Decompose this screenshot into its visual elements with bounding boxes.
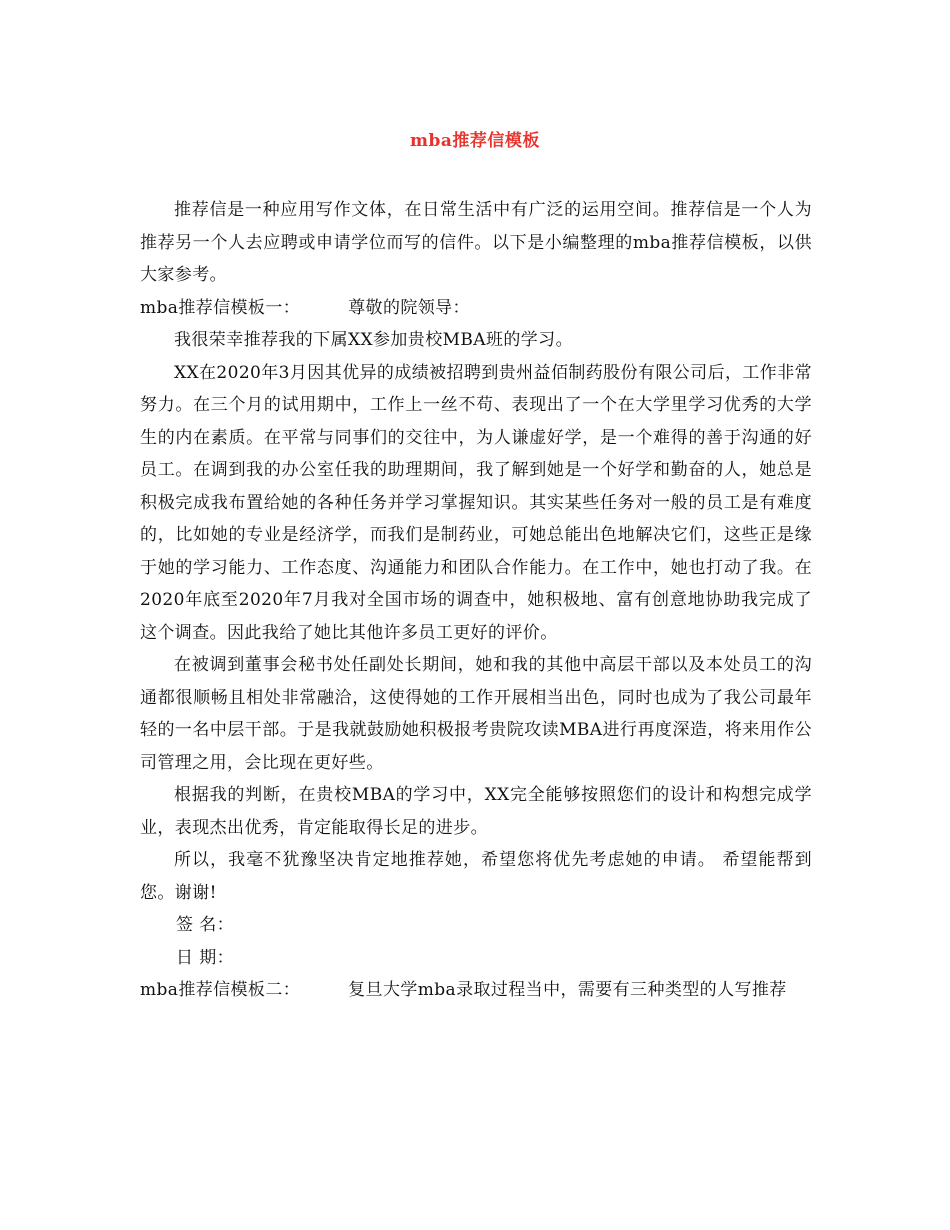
- intro-paragraph: 推荐信是一种应用写作文体，在日常生活中有广泛的运用空间。推荐信是一个人为推荐另一个人去应聘或申请学位而写的信件。以下是小编整理的mba推荐信模板，以供大家参考。: [140, 200, 812, 285]
- template1-paragraph-4: 根据我的判断，在贵校MBA的学习中，XX完全能够按照您们的设计和构想完成学业，表现杰出优秀，肯定能取得长足的进步。: [140, 785, 812, 838]
- template2-heading-line: [140, 974, 812, 1007]
- template1-salutation: 尊敬的院领导：: [348, 297, 470, 318]
- document-body: [140, 194, 812, 1007]
- signature-label: 签 名：: [176, 915, 235, 935]
- template2-heading: mba推荐信模板二：: [140, 980, 301, 1000]
- template1-paragraph-1: 我很荣幸推荐我的下属XX参加贵校MBA班的学习。: [174, 330, 573, 350]
- template1-paragraph-5: 所以，我毫不犹豫坚决肯定地推荐她，希望您将优先考虑她的申请。 希望能帮到您。谢谢!: [140, 850, 812, 903]
- template1-heading-line: [140, 292, 812, 325]
- document-title: mba推荐信模板: [410, 131, 540, 151]
- template2-text: 复旦大学mba录取过程当中，需要有三种类型的人写推荐: [348, 980, 787, 1000]
- template1-paragraph-3: 在被调到董事会秘书处任副处长期间，她和我的其他中高层干部以及本处员工的沟通都很顺畅且相处非常融洽，这使得她的工作开展相当出色，同时也成为了我公司最年轻的一名中层干部。于是我就鼓励她积极报考贵院攻读MBA进行再度深造，将来用作公司管理之用，会比现在更好些。: [140, 655, 812, 773]
- date-label: 日 期：: [176, 947, 235, 968]
- template1-heading: mba推荐信模板一：: [140, 297, 301, 318]
- template1-paragraph-2: XX在2020年3月因其优异的成绩被招聘到贵州益佰制药股份有限公司后，工作非常努力。在三个月的试用期中，工作上一丝不苟、表现出了一个在大学里学习优秀的大学生的内在素质。在平常与同事们的交往中，为人谦虚好学，是一个难得的善于沟通的好员工。在调到我的办公室任我的助理期间，我了解到她是一个好学和勤奋的人，她总是积极完成我布置给她的各种任务并学习掌握知识。其实某些任务对一般的员工是有难度的，比如她的专业是经济学，而我们是制药业，可她总能出色地解决它们，这些正是缘于她的学习能力、工作态度、沟通能力和团队合作能力。在工作中，她也打动了我。在2020年底至2020年7月我对全国市场的调查中，她积极地、富有创意地协助我完成了这个调查。因此我给了她比其他许多员工更好的评价。: [140, 362, 812, 643]
